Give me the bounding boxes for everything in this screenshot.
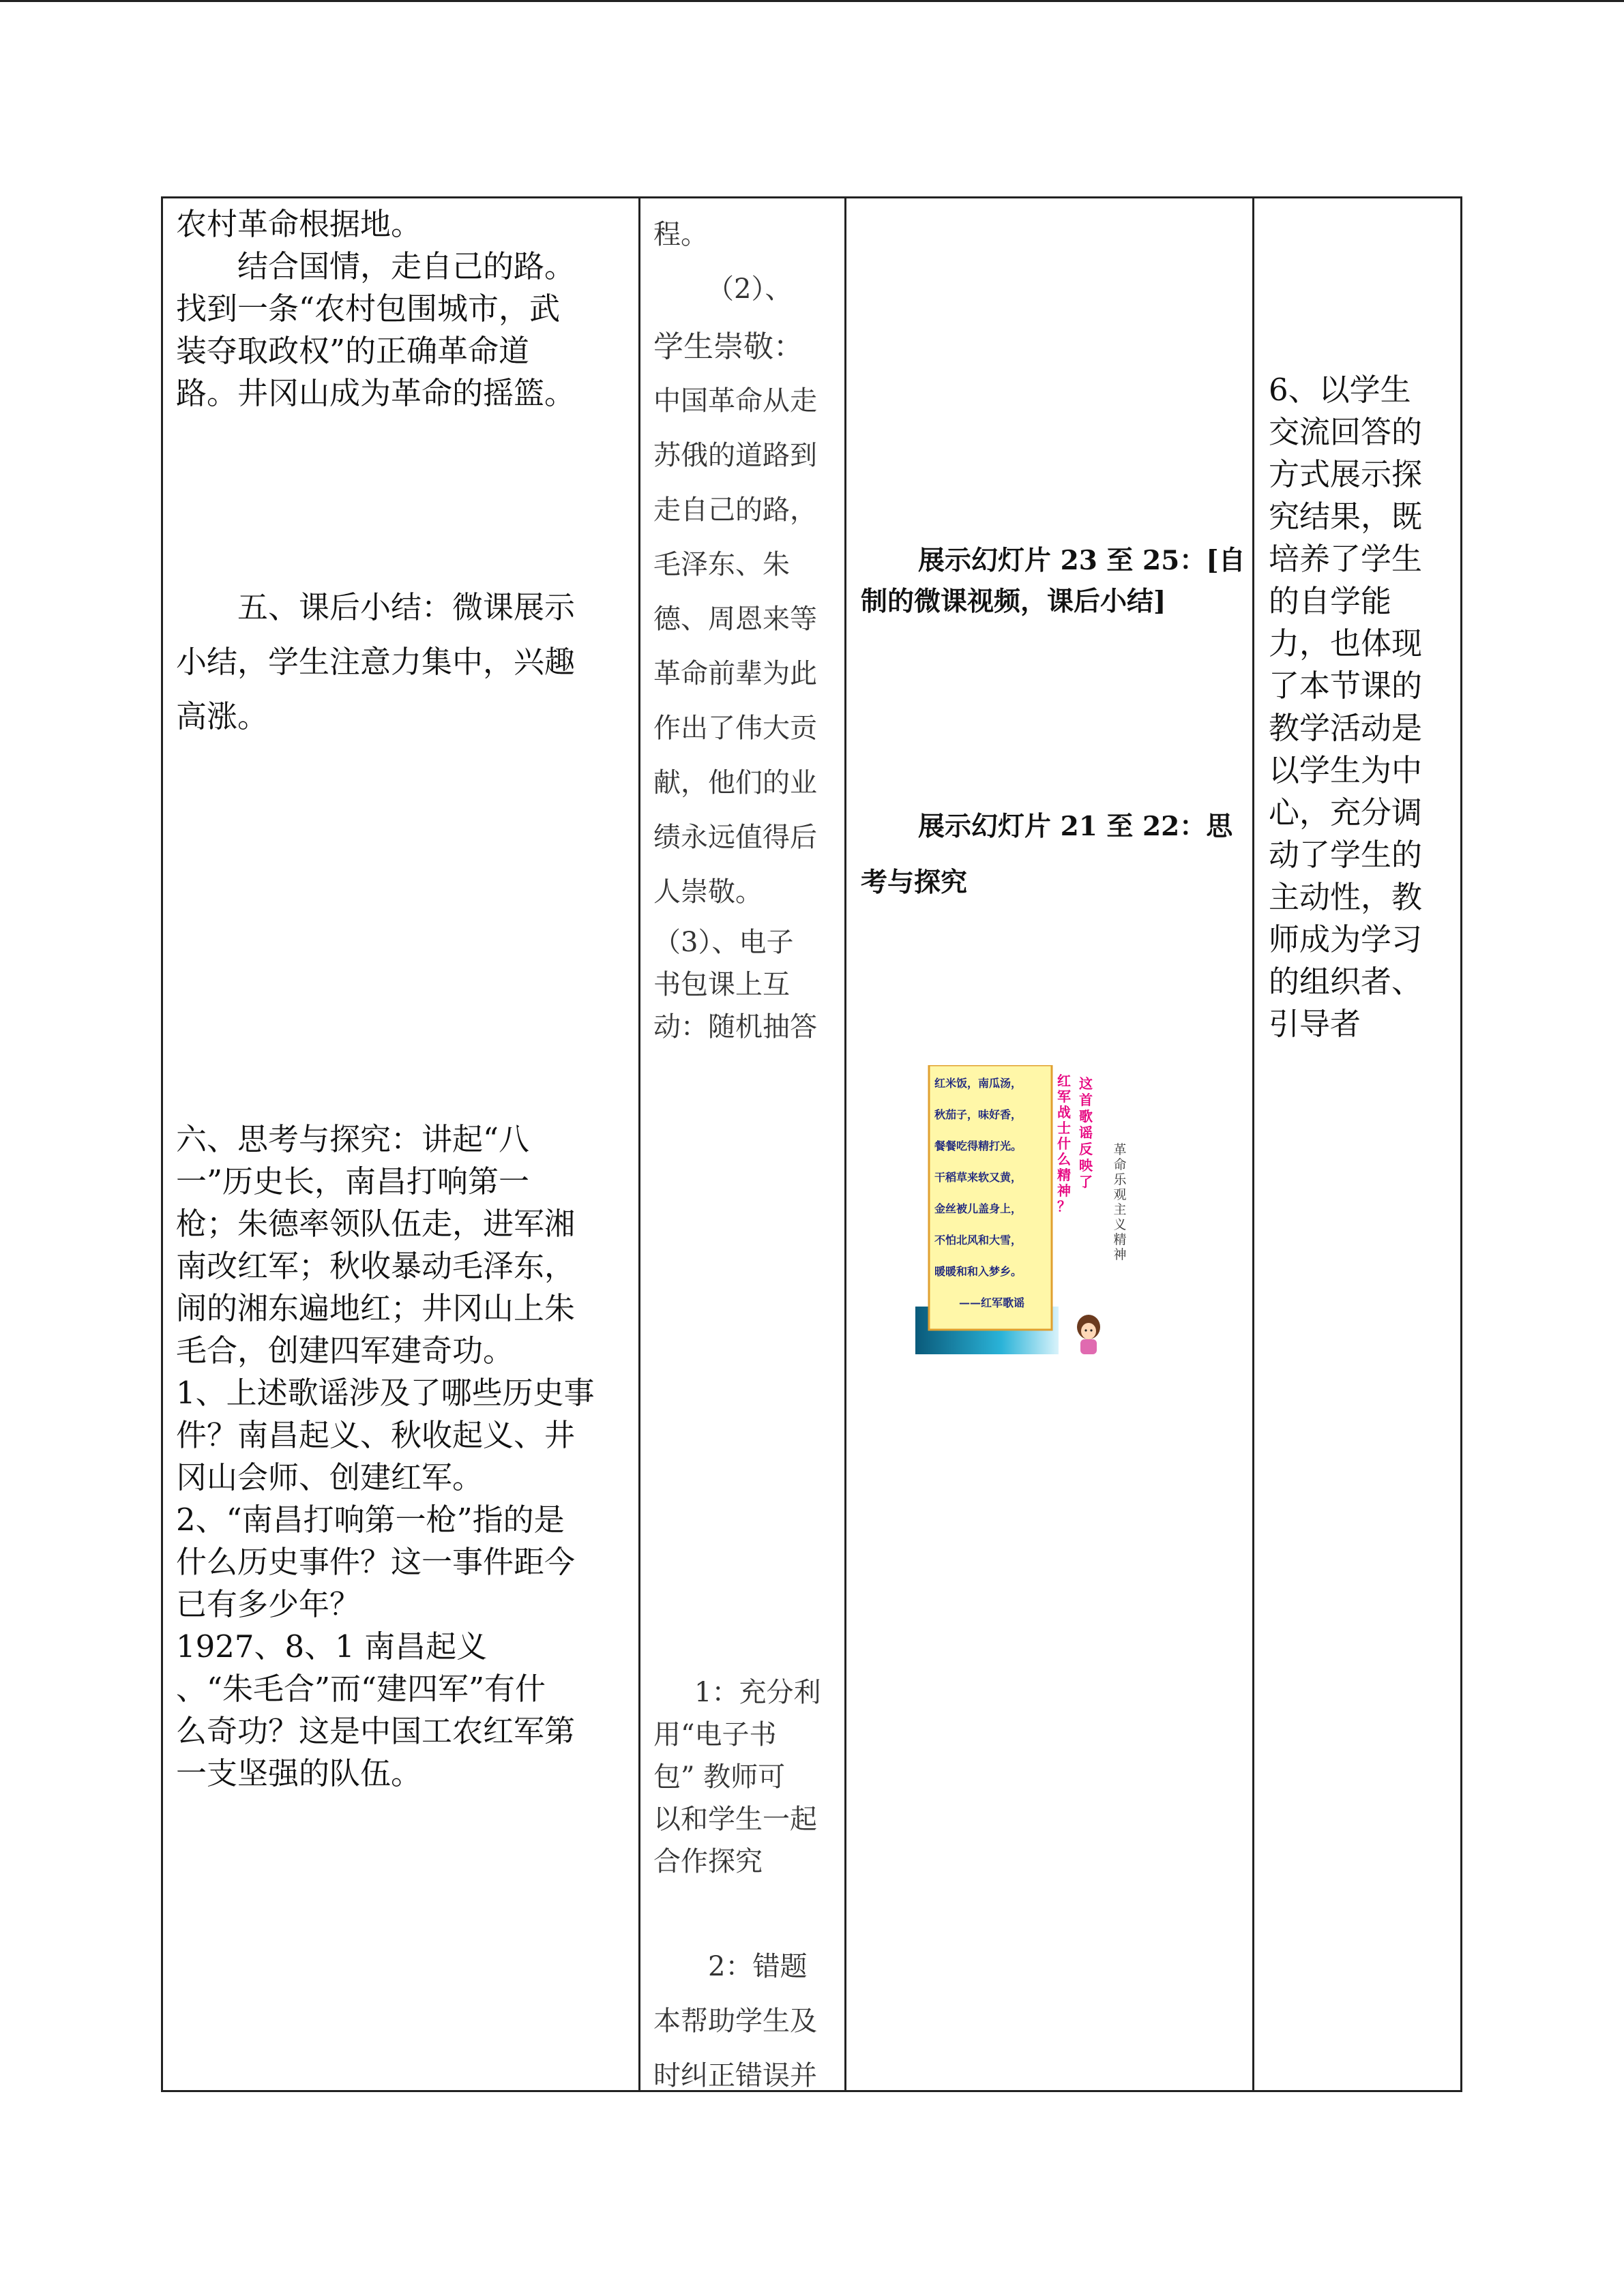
song-lyric-line: 秋茄子，味好香，: [934, 1108, 1022, 1121]
song-question-char: 这: [1079, 1075, 1093, 1092]
intent-line: 力，也体现: [1269, 625, 1423, 661]
activity-line: 毛泽东、朱: [653, 549, 790, 580]
song-question-char: 了: [1079, 1174, 1093, 1190]
song-question-char: 什: [1057, 1135, 1071, 1152]
intent-line: 培养了学生: [1269, 541, 1423, 577]
column-divider: [638, 196, 640, 2092]
slide-note: 展示幻灯片 21 至 22：思: [918, 811, 1233, 842]
activity-line: （2）、: [707, 273, 793, 305]
intent-line: 心，充分调: [1269, 794, 1423, 831]
song-question-char: 红: [1057, 1073, 1071, 1089]
song-lyric-line: 餐餐吃得精打光。: [934, 1139, 1022, 1152]
intent-line: 教学活动是: [1269, 710, 1423, 746]
activity-line: 本帮助学生及: [653, 2006, 817, 2037]
activity-line: 合作探究: [653, 1846, 763, 1877]
inquiry-line: 毛合，创建四军建奇功。: [176, 1332, 514, 1369]
activity-line: 包” 教师可: [653, 1761, 786, 1793]
activity-line: 革命前辈为此: [653, 658, 817, 689]
activity-line: 1：充分利: [694, 1677, 821, 1708]
intent-line: 究结果，既: [1269, 498, 1423, 535]
activity-line: 时纠正错误并: [653, 2060, 817, 2091]
inquiry-line: 1927、8、1 南昌起义: [176, 1628, 488, 1665]
intent-line: 主动性，教: [1269, 879, 1423, 915]
intent-line: 师成为学习: [1269, 921, 1423, 957]
summary-line: 小结，学生注意力集中，兴趣: [176, 644, 576, 680]
slide-note: 考与探究: [861, 867, 968, 898]
column-divider: [844, 196, 846, 2092]
activity-line: 中国革命从走: [653, 385, 817, 417]
inquiry-line: 、“朱毛合”而“建四军”有什: [176, 1671, 546, 1707]
song-answer-char: 义: [1113, 1217, 1127, 1232]
song-question-char: 士: [1057, 1120, 1071, 1136]
song-question-char: 反: [1079, 1141, 1093, 1157]
inquiry-line: 一”历史长，南昌打响第一: [176, 1163, 530, 1199]
activity-line: 用“电子书: [653, 1719, 777, 1750]
intent-line: 方式展示探: [1269, 456, 1423, 492]
girl-cartoon-icon: [1077, 1315, 1100, 1354]
content-line: 结合国情，走自己的路。: [237, 248, 576, 284]
song-answer-char: 观: [1113, 1187, 1127, 1202]
intent-line: 以学生为中: [1269, 752, 1423, 788]
song-lyric-line: 干稻草来软又黄，: [934, 1171, 1022, 1184]
activity-line: 学生崇敬：: [653, 329, 803, 364]
slide-note: 展示幻灯片 23 至 25：[自: [918, 545, 1245, 576]
content-line: 装夺取政权”的正确革命道: [176, 333, 530, 369]
song-question-char: 战: [1057, 1104, 1071, 1120]
activity-line: （3）、电子: [653, 927, 794, 958]
inquiry-line: 2、“南昌打响第一枪”指的是: [176, 1502, 565, 1538]
song-lyric-line: 暖暖和和入梦乡。: [934, 1265, 1022, 1278]
song-question-char: 首: [1079, 1092, 1093, 1108]
song-question-char: 歌: [1079, 1108, 1093, 1124]
song-answer-char: 精: [1113, 1232, 1127, 1247]
song-lyric-line: 金丝被儿盖身上，: [934, 1202, 1022, 1215]
song-question-char: 军: [1057, 1088, 1071, 1105]
song-answer-char: 主: [1113, 1202, 1127, 1217]
intent-line: 的自学能: [1269, 583, 1392, 619]
content-line: 找到一条“农村包围城市，武: [176, 290, 561, 327]
intent-line: 了本节课的: [1269, 668, 1423, 704]
inquiry-line: 什么历史事件？这一事件距今: [176, 1544, 576, 1580]
inquiry-line: 件？南昌起义、秋收起义、井: [176, 1417, 576, 1453]
activity-line: 献，他们的业: [653, 767, 817, 799]
column-divider: [1252, 196, 1254, 2092]
activity-line: 走自己的路，: [653, 494, 817, 526]
song-question-char: 谣: [1079, 1124, 1093, 1141]
activity-line: 德、周恩来等: [653, 603, 817, 635]
inquiry-line: 六、思考与探究：讲起“八: [176, 1121, 530, 1157]
content-line: 路。井冈山成为革命的摇篮。: [176, 375, 576, 411]
activity-line: 以和学生一起: [653, 1804, 817, 1835]
song-question-char: 精: [1057, 1167, 1071, 1183]
song-question-char: 么: [1057, 1151, 1071, 1167]
activity-line: 动：随机抽答: [653, 1011, 817, 1043]
inquiry-line: 么奇功？这是中国工农红军第: [176, 1713, 576, 1749]
activity-line: 书包课上互: [653, 969, 790, 1000]
inquiry-line: 冈山会师、创建红军。: [176, 1459, 484, 1495]
inquiry-line: 南改红军；秋收暴动毛泽东，: [176, 1248, 576, 1284]
intent-line: 引导者: [1269, 1006, 1361, 1042]
inquiry-line: 闹的湘东遍地红；井冈山上朱: [176, 1290, 576, 1326]
inquiry-line: 已有多少年？: [176, 1586, 361, 1622]
summary-line: 高涨。: [176, 698, 269, 734]
activity-line: 2：错题: [708, 1951, 808, 1982]
song-question-char: 神: [1057, 1182, 1071, 1199]
intent-line: 的组织者、: [1269, 964, 1423, 1000]
song-answer-char: 命: [1113, 1157, 1127, 1172]
intent-line: 交流回答的: [1269, 414, 1423, 450]
song-lyric-line: 红米饭，南瓜汤，: [934, 1077, 1022, 1090]
inquiry-line: 枪；朱德率领队伍走，进军湘: [176, 1206, 576, 1242]
intent-line: 6、以学生: [1269, 372, 1411, 408]
inquiry-line: 一支坚强的队伍。: [176, 1755, 422, 1791]
activity-line: 人崇敬。: [653, 876, 763, 908]
inquiry-line: 1、上述歌谣涉及了哪些历史事: [176, 1375, 595, 1411]
song-answer-char: 乐: [1113, 1172, 1127, 1187]
song-question-char: 映: [1079, 1157, 1093, 1174]
activity-line: 作出了伟大贡: [653, 713, 817, 744]
song-question-char: ？: [1057, 1198, 1071, 1214]
activity-line: 绩永远值得后: [653, 822, 817, 853]
song-lyric-line: 不怕北风和大雪，: [934, 1234, 1022, 1247]
activity-line: 苏俄的道路到: [653, 440, 817, 471]
song-lyric-line: ——红军歌谣: [959, 1296, 1025, 1309]
red-army-song-image: [915, 1065, 1147, 1356]
song-answer-char: 革: [1113, 1142, 1127, 1157]
intent-line: 动了学生的: [1269, 837, 1423, 873]
slide-note: 制的微课视频，课后小结]: [861, 586, 1166, 617]
content-line: 农村革命根据地。: [176, 206, 422, 242]
summary-line: 五、课后小结：微课展示: [237, 589, 576, 625]
page-top-edge: [0, 0, 1624, 2]
activity-line: 程。: [653, 219, 708, 250]
song-answer-char: 神: [1113, 1247, 1127, 1262]
